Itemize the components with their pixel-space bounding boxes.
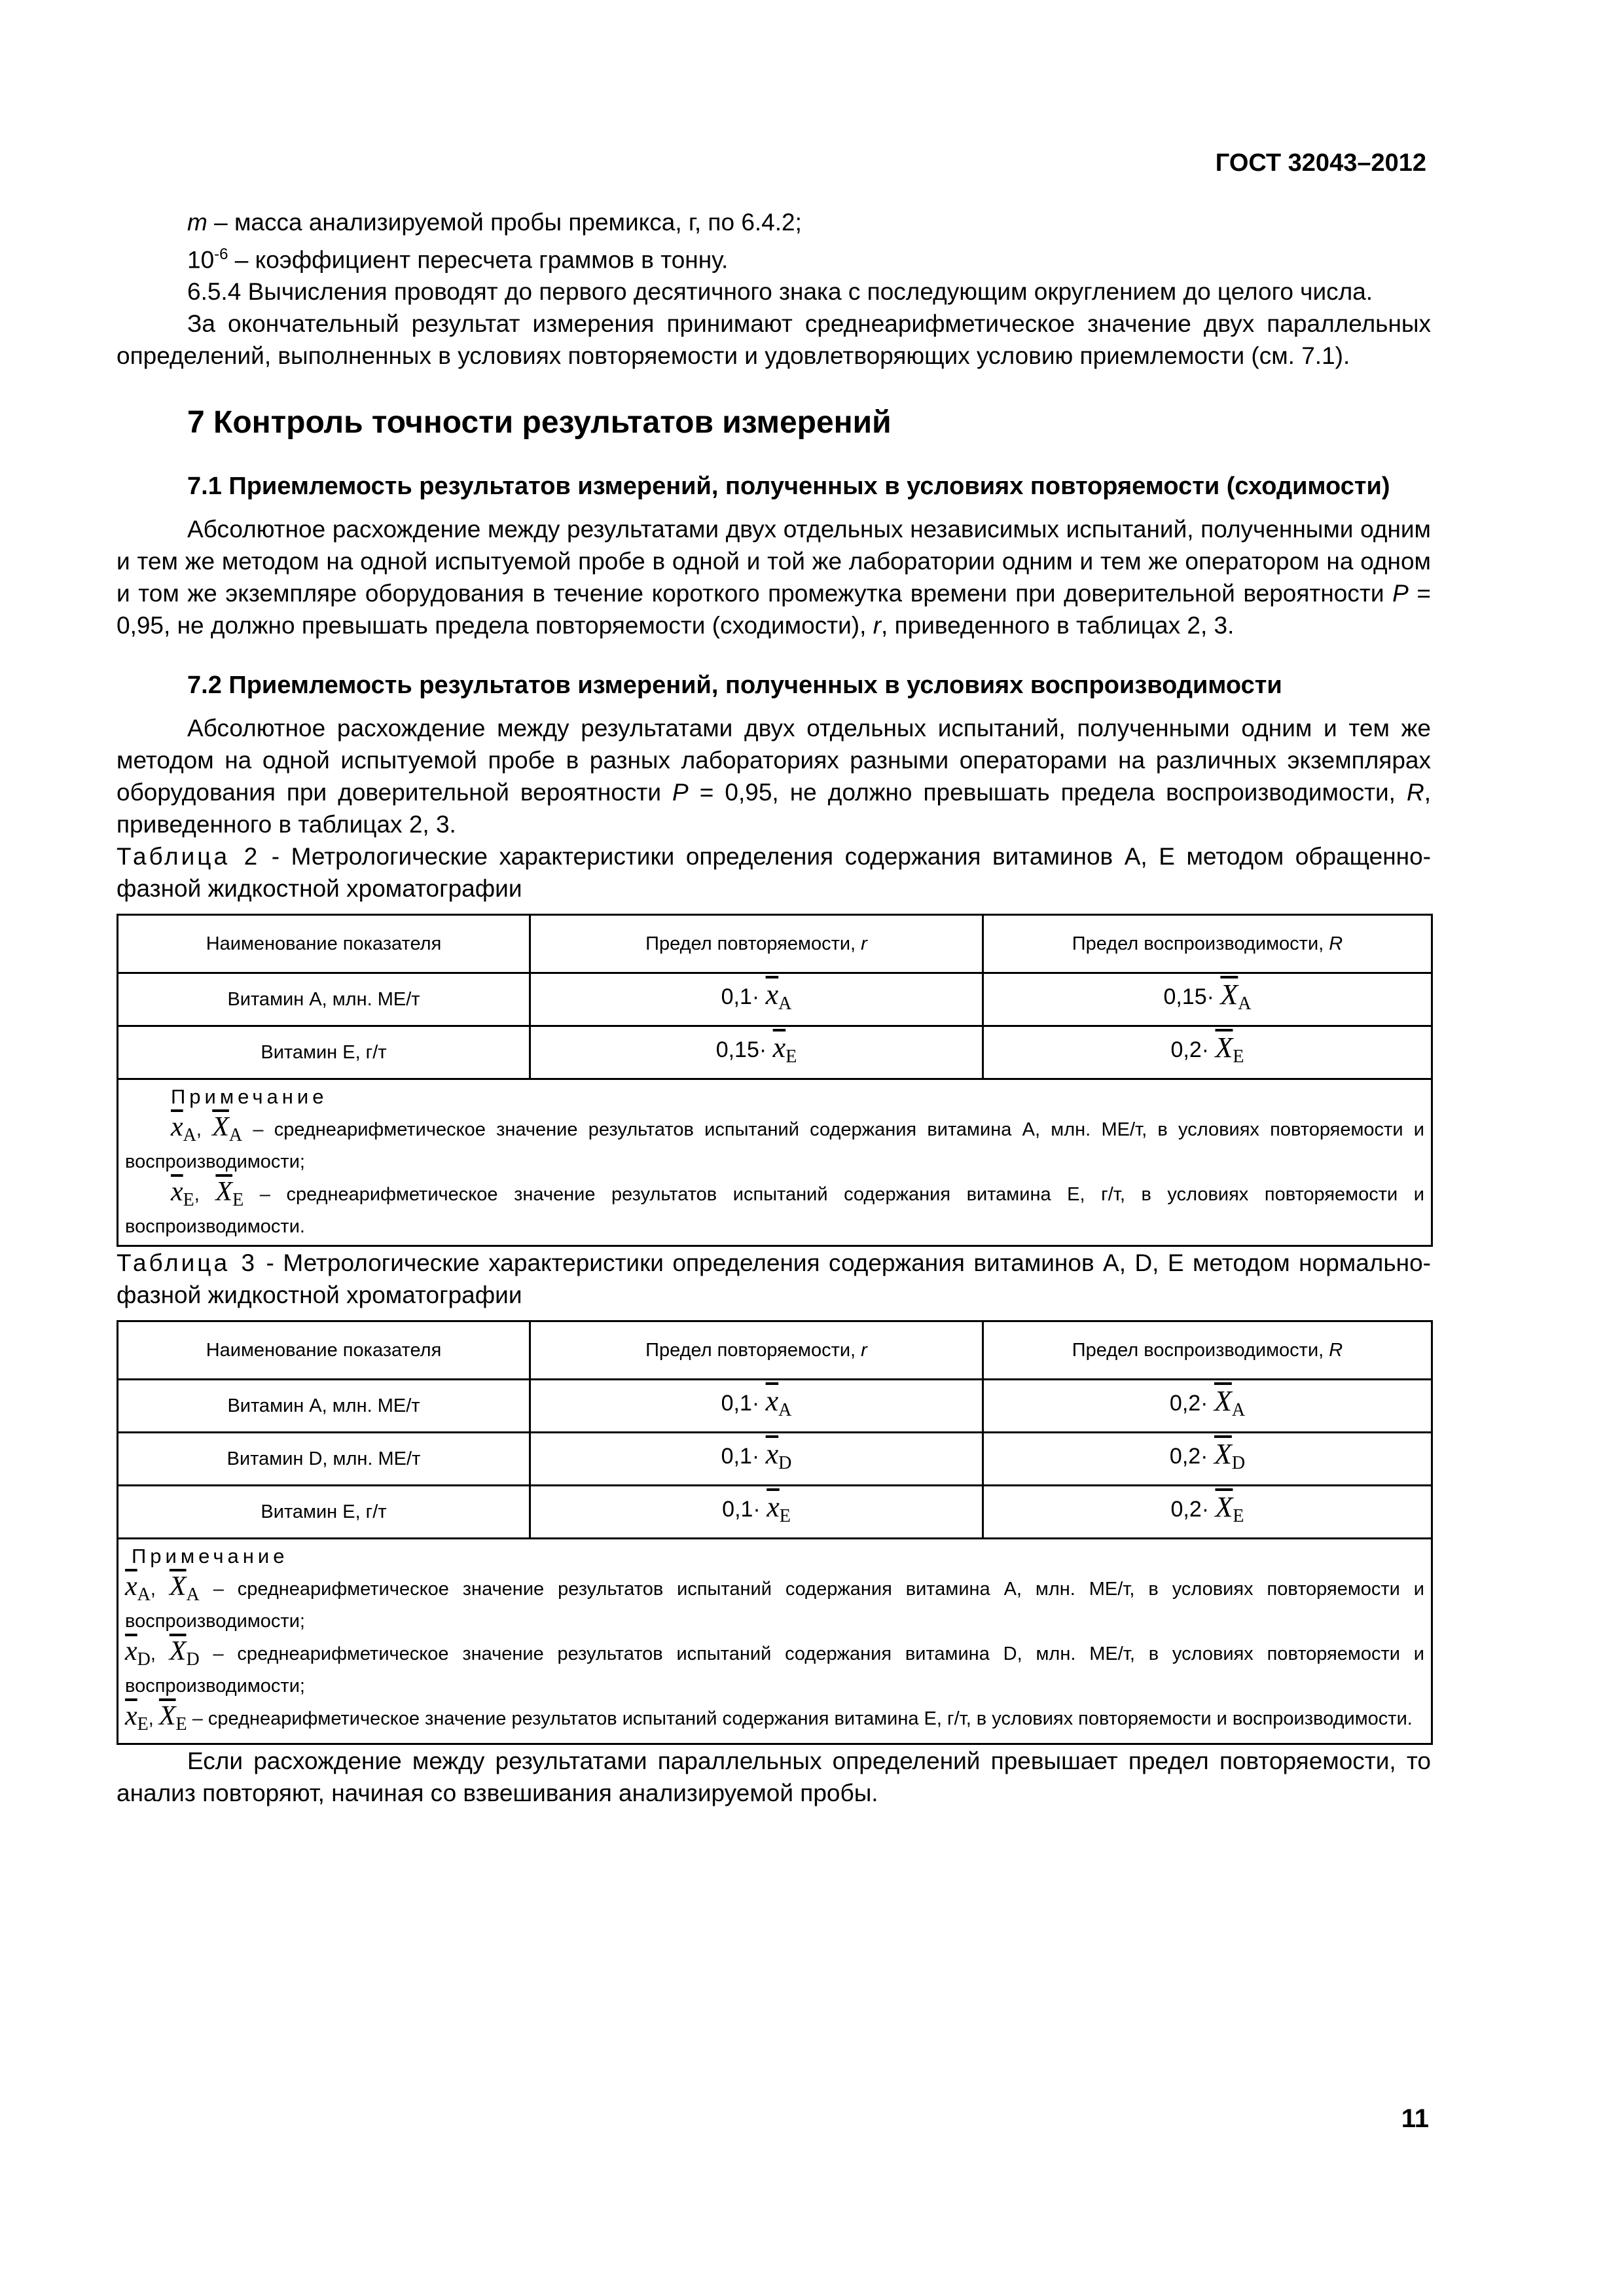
table-2-caption: Таблица 2 - Метрологические характеристики определения содержания витаминов A, E методом обращенно-фазной жидкостной хроматографии [117, 843, 1431, 903]
table-2-header-name: Наименование показателя [118, 915, 530, 973]
table-row: Витамин D, млн. МЕ/т $0,1\cdot \overline{x}_D$ $0,2\cdot \overline{X}_D$ [118, 1433, 1432, 1486]
section-7-2-title: 7.2 Приемлемость результатов измерений, полученных в условиях воспроизводимости [187, 672, 1282, 700]
section-7-1-title: 7.1 Приемлемость результатов измерений, полученных в условиях повторяемости (сходимости) [187, 473, 1390, 501]
clause-6-5-4: 6.5.4 Вычисления проводят до первого десятичного знака с последующим округлением до целого числа. [187, 278, 1373, 306]
table-3-note [118, 1539, 1432, 1744]
final-result-paragraph: За окончательный результат измерения принимают среднеарифметическое значение двух параллельных определений, выполненных в условиях повторяемости и удовлетворяющих условию приемлемости (см. 7.1). [117, 310, 1431, 370]
table-2-header-r: Предел повторяемости, r [530, 915, 983, 973]
table-row: Витамин E, г/т $0,1\cdot \overline{x}_E$ $0,2\cdot \overline{X}_E$ [118, 1486, 1432, 1539]
note-item: $\overline{x}A$, $\overline{X}A$ – среднеарифметическое значение результатов испытаний содержания витамина A, млн. МЕ/т, в условиях повторяемости и воспроизводимости; [125, 1112, 1425, 1173]
table-2 [117, 914, 1433, 1247]
table-3-header-R: Предел воспроизводимости, R [983, 1321, 1432, 1380]
note-item: $\overline{x}E$, $\overline{X}E$ – среднеарифметическое значение результатов испытаний содержания витамина E, г/т, в условиях повторяемости и воспроизводимости. [125, 1701, 1413, 1735]
symbol-m: m [187, 209, 208, 236]
table-2-header-row [118, 915, 1432, 973]
table-2-note-row [118, 1079, 1432, 1246]
note-item: $\overline{x}A$, $\overline{X}A$ – среднеарифметическое значение результатов испытаний содержания витамина A, млн. МЕ/т, в условиях повторяемости и воспроизводимости; [125, 1571, 1424, 1632]
table-3 [117, 1320, 1433, 1745]
table-row: Витамин A, млн. МЕ/т $0,1\cdot \overline{x}_A$ $0,15\cdot \overline{X}_A$ [118, 973, 1432, 1026]
closing-paragraph: Если расхождение между результатами параллельных определений превышает предел повторяемости, то анализ повторяют, начиная со взвешивания анализируемой пробы. [117, 1748, 1431, 1807]
standard-code: ГОСТ 32043–2012 [1215, 149, 1426, 177]
note-item: $\overline{x}E$, $\overline{X}E$ – среднеарифметическое значение результатов испытаний содержания витамина E, г/т, в условиях повторяемости и воспроизводимости. [125, 1177, 1424, 1238]
table-3-header-row [118, 1321, 1432, 1380]
table-3-header-name: Наименование показателя [118, 1321, 530, 1380]
page-number: 11 [1401, 2104, 1429, 2133]
table-3-header-r: Предел повторяемости, r [530, 1321, 983, 1380]
table-3-caption: Таблица 3 - Метрологические характеристики определения содержания витаминов A, D, E методом нормально-фазной жидкостной хроматографии [117, 1249, 1431, 1309]
note-item: $\overline{x}D$, $\overline{X}D$ – среднеарифметическое значение результатов испытаний содержания витамина D, млн. МЕ/т, в условиях повторяемости и воспроизводимости; [125, 1636, 1424, 1697]
table-row: Витамин A, млн. МЕ/т $0,1\cdot \overline{x}_A$ $0,2\cdot \overline{X}_A$ [118, 1380, 1432, 1433]
definition-m: m – масса анализируемой пробы премикса, г, по 6.4.2; [187, 209, 802, 236]
table-2-header-R: Предел воспроизводимости, R [983, 915, 1432, 973]
table-2-note [118, 1079, 1432, 1246]
section-7-1-text: Абсолютное расхождение между результатами двух отдельных независимых испытаний, полученными одним и тем же методом на одной испытуемой пробе в одной и той же лаборатории одним и тем же оператором на одном и том же экземпляре оборудования в течение короткого промежутка времени при доверительной вероятности P = 0,95, не должно превышать предела повторяемости (сходимости), r, приведенного в таблицах 2, 3. [117, 516, 1431, 639]
page-content [117, 206, 1431, 1809]
table-3-note-row [118, 1539, 1432, 1744]
note-title: Примечание [132, 1545, 289, 1568]
section-7-title: 7 Контроль точности результатов измерений [187, 405, 892, 440]
table-row: Витамин E, г/т $0,15\cdot \overline{x}_E$ $0,2\cdot \overline{X}_E$ [118, 1026, 1432, 1079]
section-7-2-text: Абсолютное расхождение между результатами двух отдельных испытаний, полученными одним и тем же методом на одной испытуемой пробе в разных лабораториях разными операторами на различных экземплярах оборудования при доверительной вероятности P = 0,95, не должно превышать предела воспроизводимости, R, приведенного в таблицах 2, 3. [117, 715, 1432, 838]
note-title: Примечание [171, 1085, 328, 1109]
definition-coefficient: $10^{-6}$ – коэффициент пересчета граммов в тонну. [187, 245, 729, 274]
